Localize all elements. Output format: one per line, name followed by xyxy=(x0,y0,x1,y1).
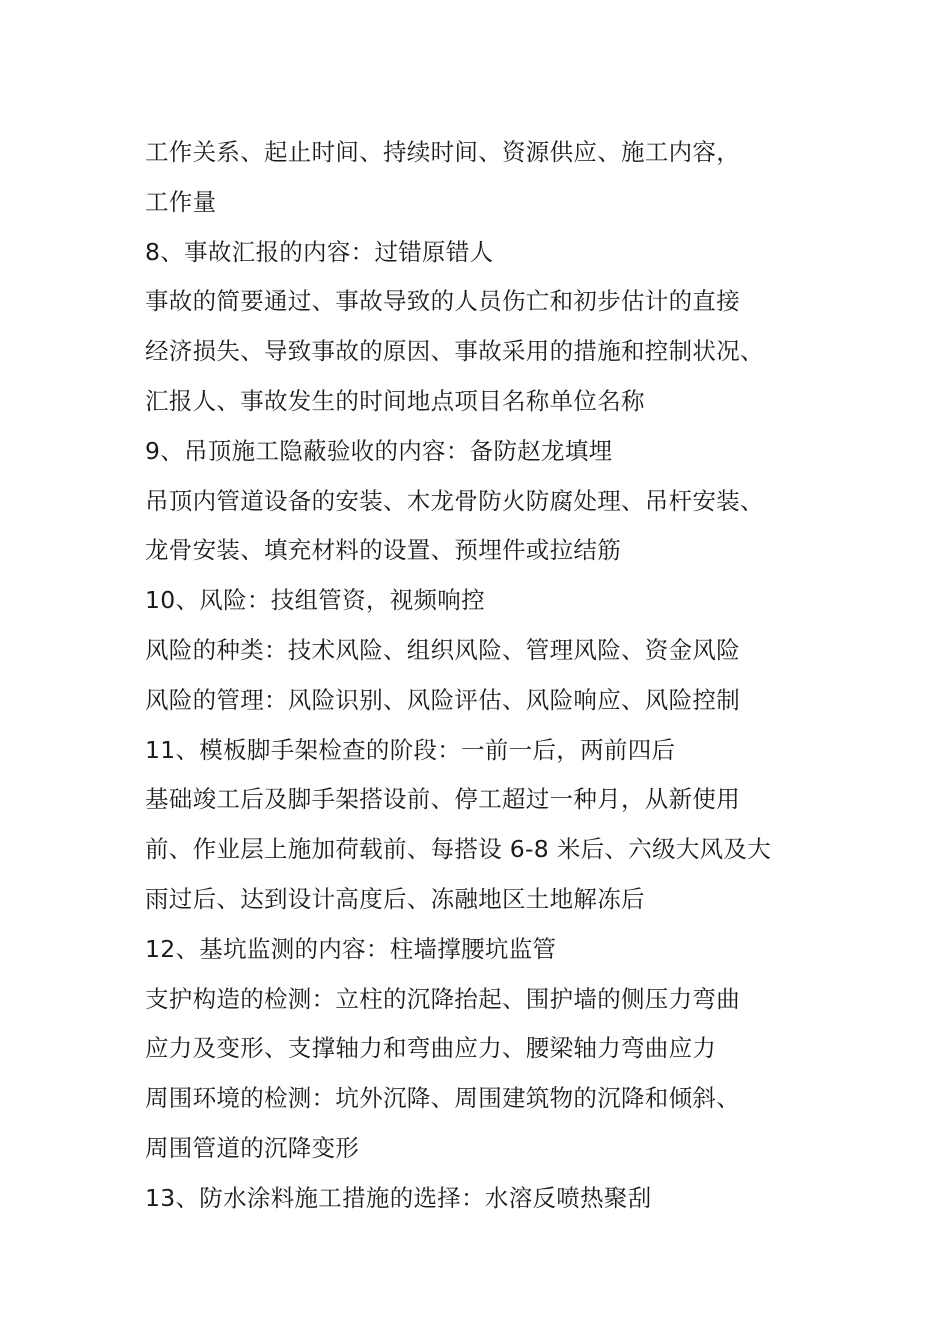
text-line: 基础竣工后及脚手架搭设前、停工超过一种月，从新使用 xyxy=(145,785,740,814)
text-line: 风险的种类：技术风险、组织风险、管理风险、资金风险 xyxy=(145,635,740,664)
text-line: 雨过后、达到设计高度后、冻融地区土地解冻后 xyxy=(145,884,645,913)
text-line: 工作量 xyxy=(145,187,217,216)
text-line: 支护构造的检测：立柱的沉降抬起、围护墙的侧压力弯曲 xyxy=(145,984,740,1013)
section-heading: 11、模板脚手架检查的阶段：一前一后，两前四后 xyxy=(145,735,676,764)
section-heading: 10、风险：技组管资，视频响控 xyxy=(145,586,485,615)
text-line: 风险的管理：风险识别、风险评估、风险响应、风险控制 xyxy=(145,685,740,714)
text-line: 周围管道的沉降变形 xyxy=(145,1133,360,1162)
text-line: 前、作业层上施加荷载前、每搭设 6-8 米后、六级大风及大 xyxy=(145,835,772,864)
text-line: 龙骨安装、填充材料的设置、预埋件或拉结筋 xyxy=(145,536,621,565)
text-line: 吊顶内管道设备的安装、木龙骨防火防腐处理、吊杆安装、 xyxy=(145,486,764,515)
text-line: 应力及变形、支撑轴力和弯曲应力、腰梁轴力弯曲应力 xyxy=(145,1034,717,1063)
text-line: 汇报人、事故发生的时间地点项目名称单位名称 xyxy=(145,386,645,415)
section-heading: 13、防水涂料施工措施的选择：水溶反喷热聚刮 xyxy=(145,1183,652,1212)
document-body xyxy=(145,128,825,1224)
section-heading: 8、事故汇报的内容：过错原错人 xyxy=(145,237,494,266)
text-line: 事故的简要通过、事故导致的人员伤亡和初步估计的直接 xyxy=(145,287,740,316)
text-line: 周围环境的检测：坑外沉降、周围建筑物的沉降和倾斜、 xyxy=(145,1084,740,1113)
section-heading: 12、基坑监测的内容：柱墙撑腰坑监管 xyxy=(145,934,557,963)
section-heading: 9、吊顶施工隐蔽验收的内容：备防赵龙填埋 xyxy=(145,436,613,465)
text-line: 工作关系、起止时间、持续时间、资源供应、施工内容， xyxy=(145,138,740,166)
text-line: 经济损失、导致事故的原因、事故采用的措施和控制状况、 xyxy=(145,337,764,366)
